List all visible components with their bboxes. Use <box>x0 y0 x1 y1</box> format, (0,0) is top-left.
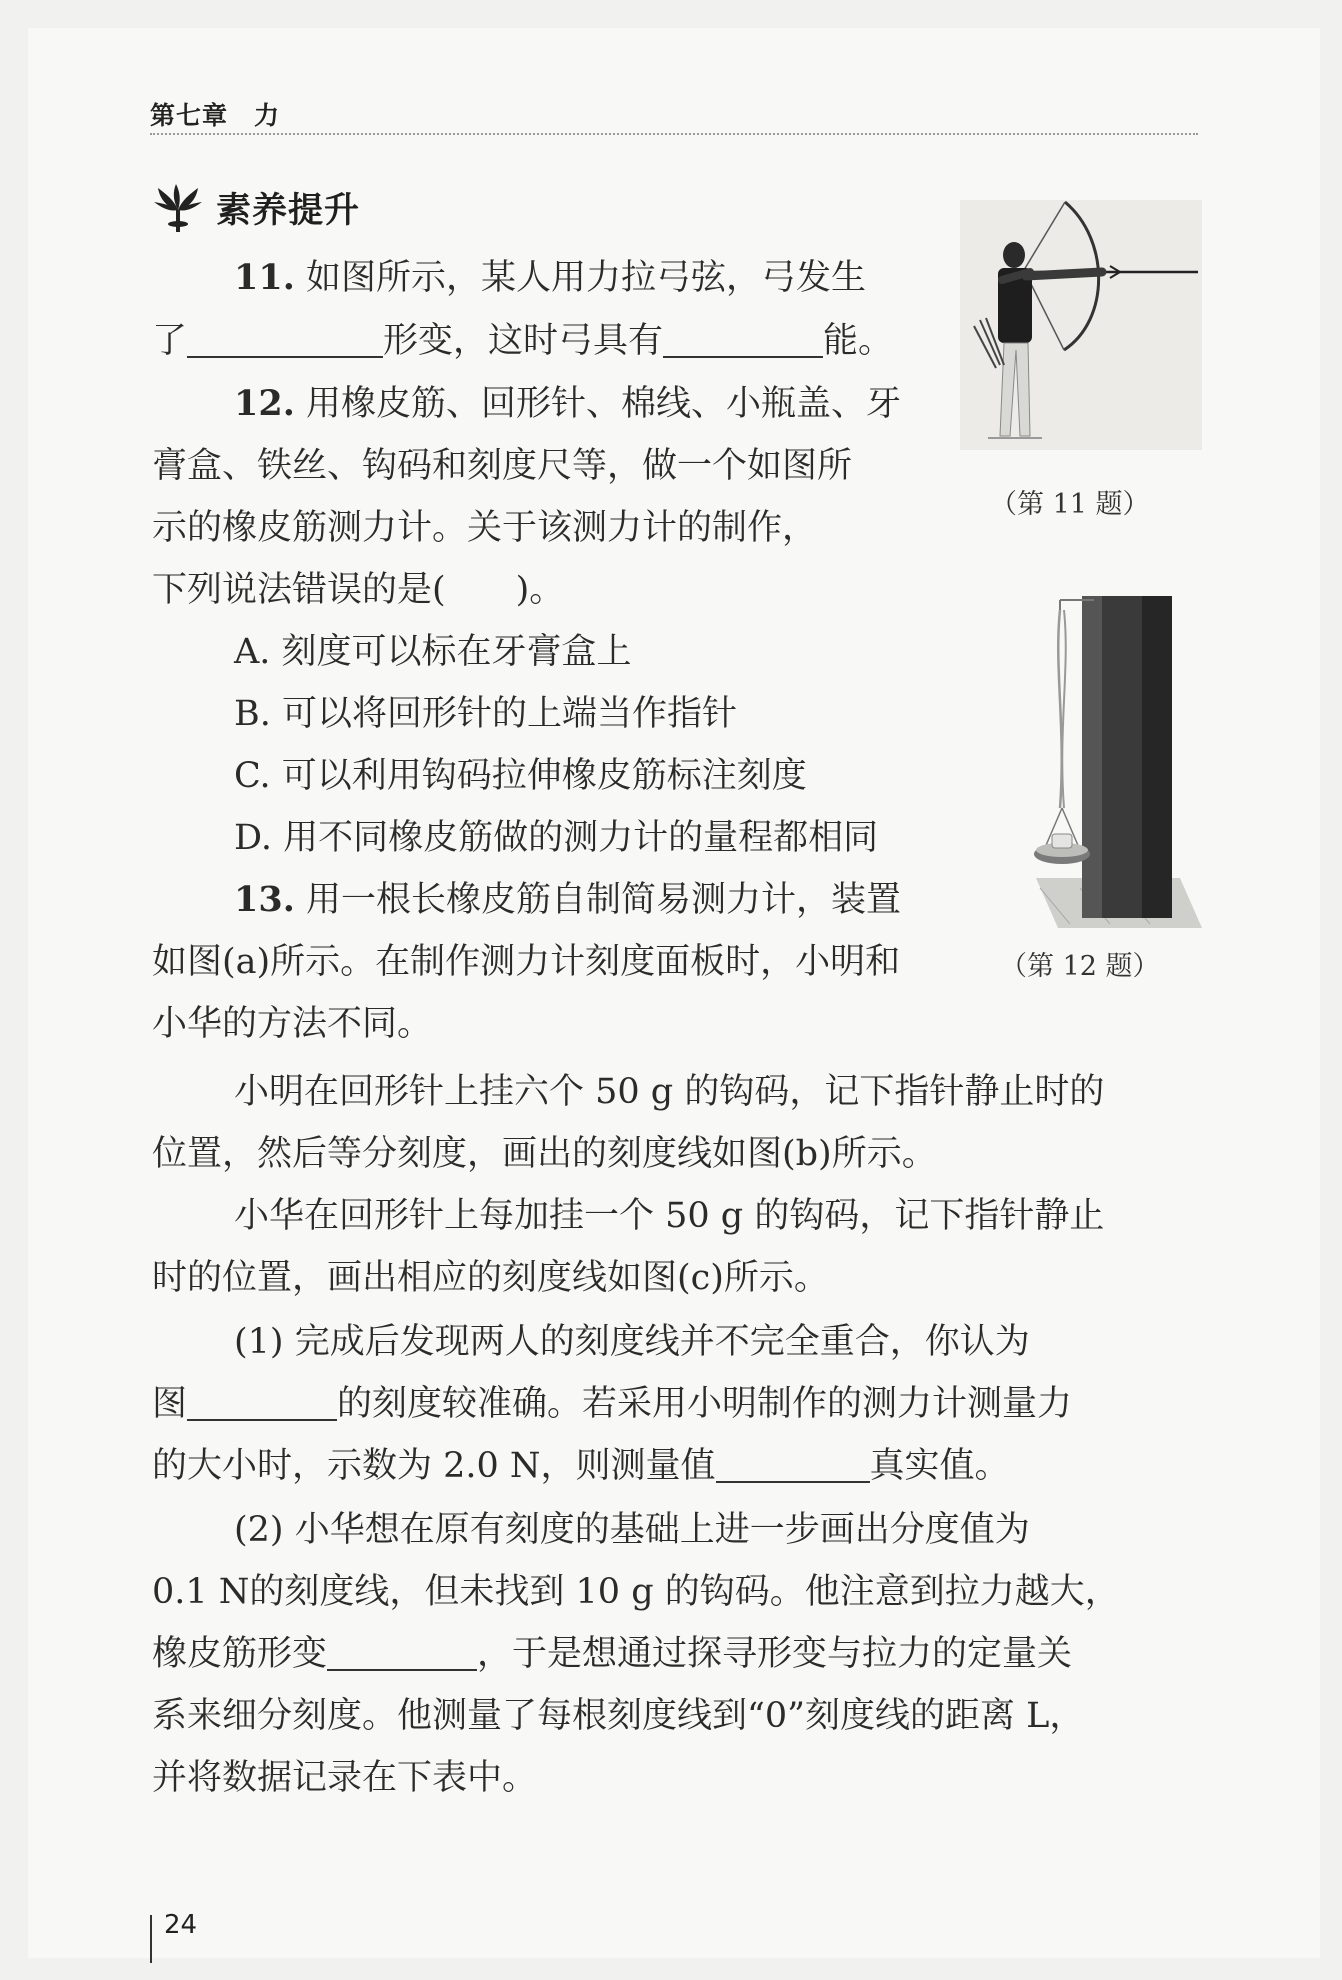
q12-line-4: 下列说法错误的是( )。 <box>152 570 565 610</box>
q12-option-a[interactable]: A. 刻度可以标在牙膏盒上 <box>234 632 632 672</box>
q13-blank-1[interactable] <box>187 1383 337 1421</box>
q11-blank-1[interactable] <box>187 320 383 358</box>
q11-number: 11. <box>234 257 295 298</box>
q12-option-b[interactable]: B. 可以将回形针的上端当作指针 <box>234 694 737 734</box>
q12-option-d[interactable]: D. 用不同橡皮筋做的测力计的量程都相同 <box>234 818 879 858</box>
q12-line-2: 膏盒、铁丝、钩码和刻度尺等，做一个如图所 <box>152 446 853 486</box>
q13-sub1-line-3: 的大小时，示数为 2.0 N，则测量值 真实值。 <box>152 1446 1010 1486</box>
section-title <box>150 180 360 236</box>
q13-line-3: 小华的方法不同。 <box>152 1004 433 1044</box>
section-title-label: 素养提升 <box>216 191 361 231</box>
q13-sub2-line-5: 并将数据记录在下表中。 <box>152 1758 538 1798</box>
q13-sub2-line-3: 橡皮筋形变 ，于是想通过探寻形变与拉力的定量关 <box>152 1634 1073 1674</box>
q13-blank-3[interactable] <box>327 1633 477 1671</box>
laurel-sprout-icon <box>150 180 206 236</box>
q11-text-1: 如图所示，某人用力拉弓弦，弓发生 <box>306 258 867 298</box>
q13-sub2-line-2: 0.1 N的刻度线，但未找到 10 g 的钩码。他注意到拉力越大， <box>152 1572 1120 1612</box>
q13-blank-2[interactable] <box>716 1445 870 1483</box>
q13-para-1a: 小明在回形针上挂六个 50 g 的钩码，记下指针静止时的 <box>234 1072 1105 1112</box>
q12-line-3: 示的橡皮筋测力计。关于该测力计的制作， <box>152 508 818 548</box>
q13-para-2b: 时的位置，画出相应的刻度线如图(c)所示。 <box>152 1258 829 1298</box>
q11-caption: （第 11 题） <box>990 489 1150 520</box>
header-divider <box>150 133 1198 135</box>
q11-line-2: 了 形变，这时弓具有 能。 <box>152 321 894 361</box>
q13-sub2-line-4: 系来细分刻度。他测量了每根刻度线到“0”刻度线的距离 L， <box>152 1696 1085 1736</box>
q13-line-1: 13. 用一根长橡皮筋自制简易测力计，装置 <box>234 879 902 920</box>
q12-line-1: 12. 用橡皮筋、回形针、棉线、小瓶盖、牙 <box>234 383 902 424</box>
q13-para-2a: 小华在回形针上每加挂一个 50 g 的钩码，记下指针静止 <box>234 1196 1105 1236</box>
q13-para-1b: 位置，然后等分刻度，画出的刻度线如图(b)所示。 <box>152 1134 937 1174</box>
chapter-header: 第七章 力 <box>150 101 281 130</box>
q12-option-c[interactable]: C. 可以利用钩码拉伸橡皮筋标注刻度 <box>234 756 807 796</box>
force-meter-figure <box>1030 588 1202 928</box>
q13-sub2-line-1: (2) 小华想在原有刻度的基础上进一步画出分度值为 <box>234 1510 1030 1550</box>
q11-blank-2[interactable] <box>663 320 823 358</box>
q13-sub1-line-1: (1) 完成后发现两人的刻度线并不完全重合，你认为 <box>234 1322 1030 1362</box>
archer-figure <box>960 200 1202 450</box>
page-margin-bar <box>150 1915 152 1963</box>
q11-line-1 <box>234 247 866 309</box>
q13-number: 13. <box>234 879 295 920</box>
q13-line-2: 如图(a)所示。在制作测力计刻度面板时，小明和 <box>152 942 901 982</box>
q13-sub1-line-2: 图 的刻度较准确。若采用小明制作的测力计测量力 <box>152 1384 1073 1424</box>
q12-caption: （第 12 题） <box>1000 951 1160 982</box>
page-number: 24 <box>164 1910 198 1940</box>
q12-number: 12. <box>234 383 295 424</box>
